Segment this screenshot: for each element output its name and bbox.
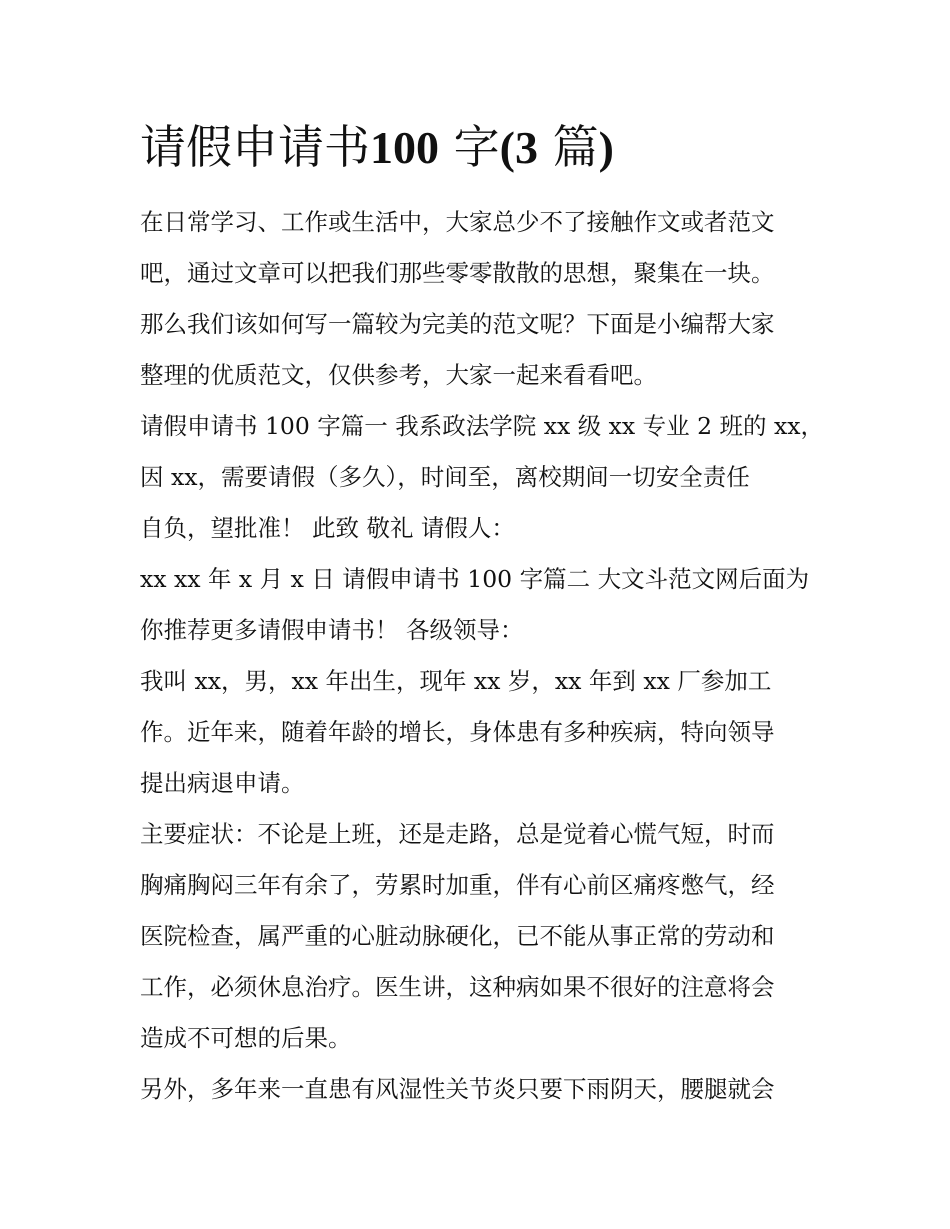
title-number: 100 xyxy=(370,122,439,173)
body-line: 造成不可想的后果。 xyxy=(140,1024,352,1052)
title-text-2: 字 xyxy=(453,120,500,174)
body-line: xx xx 年 x 月 x 日 请假申请书 100 字篇二 大文斗范文网后面为 xyxy=(140,565,810,593)
body-line: 工作，必须休息治疗。医生讲，这种病如果不很好的注意将会 xyxy=(140,973,775,1001)
body-line: 请假申请书 100 字篇一 我系政法学院 xx 级 xx 专业 2 班的 xx， xyxy=(140,412,825,440)
body-line: 作。近年来，随着年龄的增长，身体患有多种疾病，特向领导 xyxy=(140,718,775,746)
body-line: 自负，望批准！ 此致 敬礼 请假人： xyxy=(140,514,515,542)
body-line: 因 xx，需要请假（多久），时间至，离校期间一切安全责任 xyxy=(140,463,750,491)
title-text-1: 请假申请书 xyxy=(140,120,370,174)
title-count: (3 xyxy=(499,122,538,173)
body-line: 胸痛胸闷三年有余了，劳累时加重，伴有心前区痛疼憋气，经 xyxy=(140,871,775,899)
body-line: 另外，多年来一直患有风湿性关节炎只要下雨阴天，腰腿就会 xyxy=(140,1075,775,1103)
body-line: 整理的优质范文，仅供参考，大家一起来看看吧。 xyxy=(140,361,657,389)
body-line: 主要症状：不论是上班，还是走路，总是觉着心慌气短，时而 xyxy=(140,820,775,848)
title-text-3: 篇 xyxy=(552,120,599,174)
title-close-paren: ) xyxy=(598,122,614,173)
body-line: 那么我们该如何写一篇较为完美的范文呢？下面是小编帮大家 xyxy=(140,310,775,338)
body-line: 我叫 xx，男，xx 年出生，现年 xx 岁，xx 年到 xx 厂参加工 xyxy=(140,667,772,695)
body-line: 吧，通过文章可以把我们那些零零散散的思想，聚集在一块。 xyxy=(140,259,775,287)
body-line: 医院检查，属严重的心脏动脉硬化，已不能从事正常的劳动和 xyxy=(140,922,775,950)
document-body xyxy=(140,197,825,1115)
body-line: 提出病退申请。 xyxy=(140,769,305,797)
body-line: 你推荐更多请假申请书！ 各级领导： xyxy=(140,616,524,644)
document-title xyxy=(140,117,840,178)
body-line: 在日常学习、工作或生活中，大家总少不了接触作文或者范文 xyxy=(140,208,775,236)
